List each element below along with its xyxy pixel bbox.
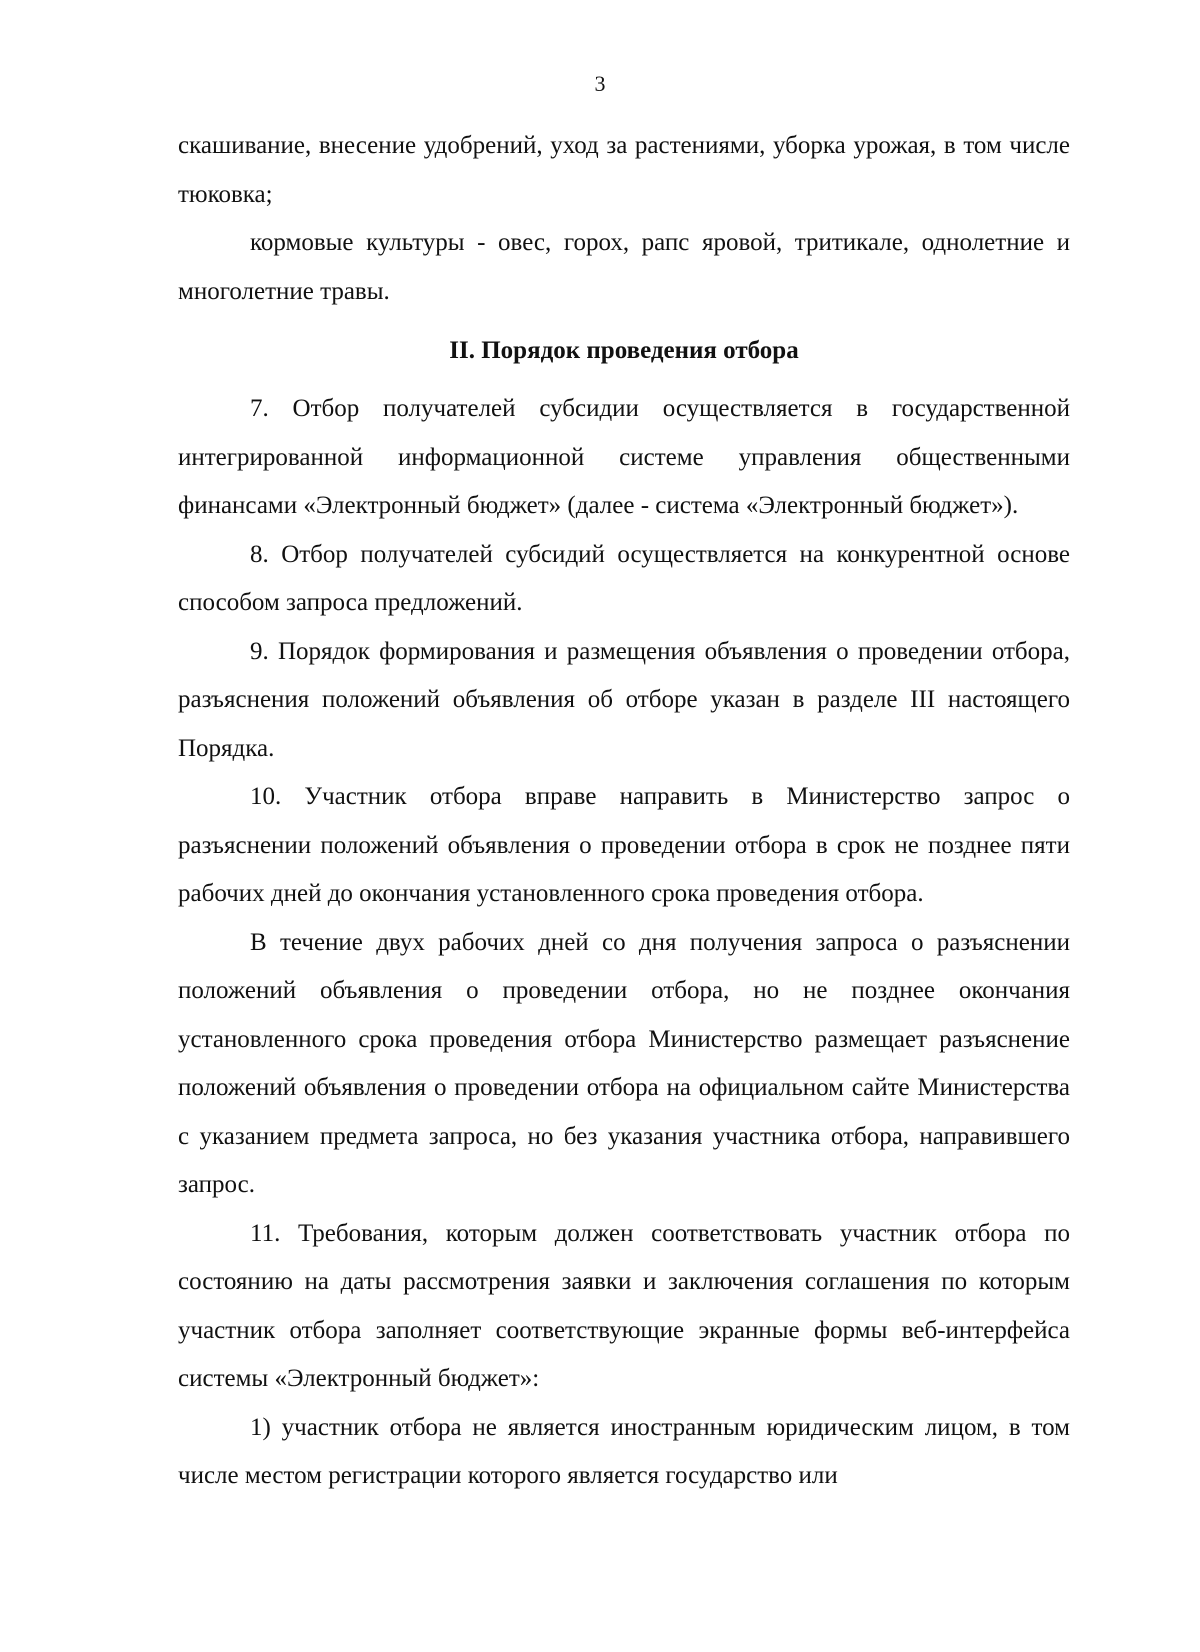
paragraph-9: 9. Порядок формирования и размещения объявления о проведении отбора, разъяснения положений объявления об отборе указан в разделе III настоящего Порядка. <box>178 637 1070 762</box>
paragraph-8: 8. Отбор получателей субсидий осуществляется на конкурентной основе способом запроса предложений. <box>178 540 1070 616</box>
page-number: 3 <box>594 71 606 96</box>
paragraph-10: 10. Участник отбора вправе направить в Министерство запрос о разъяснении положений объявления о проведении отбора в срок не позднее пяти рабочих дней до окончания установленного срока проведения отбора. <box>178 783 1070 907</box>
paragraph-continuation: скашивание, внесение удобрений, уход за растениями, уборка урожая, в том числе тюковка; <box>178 132 1070 208</box>
document-body <box>178 122 1070 1501</box>
paragraph-11: 11. Требования, которым должен соответствовать участник отбора по состоянию на даты рассмотрения заявки и заключения соглашения по которым участник отбора заполняет соответствующие экранные формы веб-интерфейса системы «Электронный бюджет»: <box>178 1219 1070 1392</box>
paragraph-feed-crops: кормовые культуры - овес, горох, рапс яровой, тритикале, однолетние и многолетние травы. <box>178 229 1070 305</box>
paragraph-11-item-1: 1) участник отбора не является иностранным юридическим лицом, в том числе местом регистрации которого является государство или <box>178 1413 1070 1489</box>
section-heading: II. Порядок проведения отбора <box>449 337 799 364</box>
paragraph-10-clarification: В течение двух рабочих дней со дня получения запроса о разъяснении положений объявления о проведении отбора, но не позднее окончания установленного срока проведения отбора Министерство размещает разъяснение положений объявления о проведении отбора на официальном сайте Министерства с указанием предмета запроса, но без указания участника отбора, направившего запрос. <box>178 928 1070 1198</box>
paragraph-7: 7. Отбор получателей субсидии осуществляется в государственной интегрированной информационной системе управления общественными финансами «Электронный бюджет» (далее - система «Электронный бюджет»). <box>178 395 1070 519</box>
